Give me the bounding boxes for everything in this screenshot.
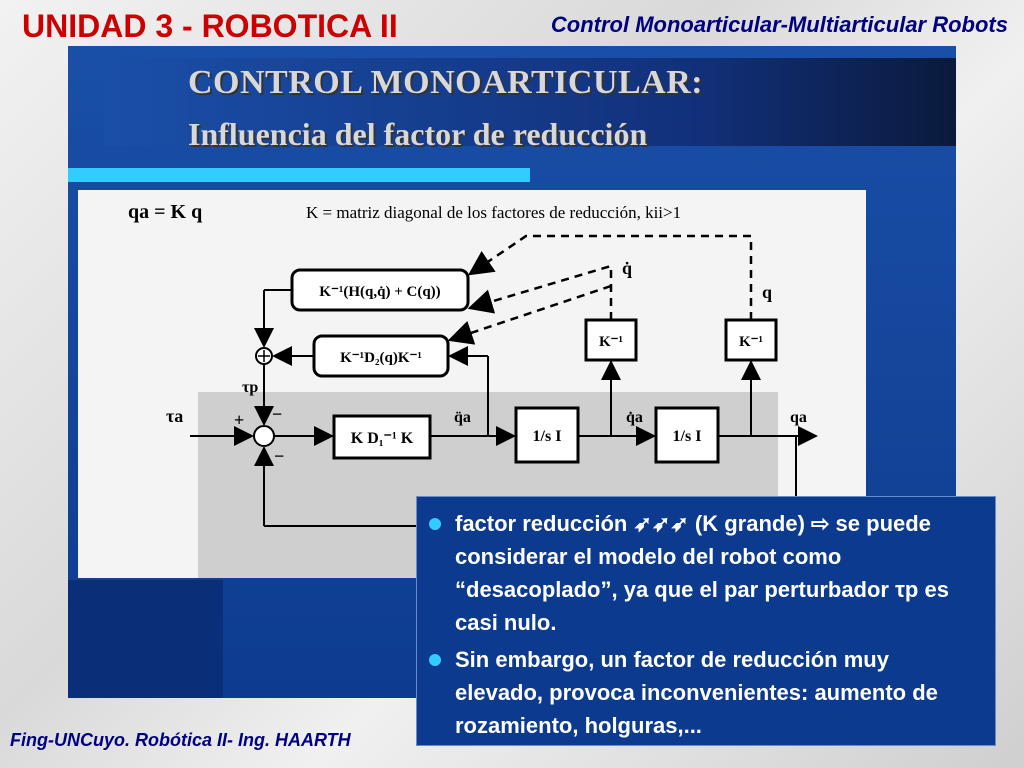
- label-tau-p: τp: [242, 379, 259, 396]
- label-qd-a: q̇a: [626, 409, 643, 426]
- block-integrator-2-label: 1/s I: [672, 428, 702, 445]
- block-kinv-position-label: K⁻¹: [738, 334, 764, 350]
- label-tau-a: τa: [166, 406, 184, 426]
- footer-credit: Fing-UNCuyo. Robótica II- Ing. HAARTH: [10, 730, 351, 750]
- sign-minus-top: −: [272, 404, 283, 424]
- label-qdd-a: q̈a: [454, 409, 471, 426]
- slide-subtitle: Influencia del factor de reducción: [188, 116, 648, 152]
- sign-plus-left: +: [234, 410, 245, 430]
- unit-title: UNIDAD 3 - ROBOTICA II: [22, 8, 398, 44]
- block-kd1k-label: K D₁⁻¹ K: [350, 430, 414, 447]
- bullet-icon: [429, 518, 441, 530]
- dark-panel: [68, 580, 223, 698]
- block-hc-label: K⁻¹(H(q,q̇) + C(q)): [319, 284, 441, 300]
- equation-k-definition: K = matriz diagonal de los factores de reducción, kii>1: [306, 203, 682, 222]
- block-integrator-1-label: 1/s I: [532, 428, 562, 445]
- sign-minus-bottom: −: [274, 446, 285, 466]
- list-item: [429, 507, 983, 639]
- bullet-text: Sin embargo, un factor de reducción muy elevado, provoca inconvenientes: aumento de rozamiento, holguras,...: [455, 647, 938, 738]
- accent-bar: [68, 168, 530, 182]
- topic-title: Control Monoarticular-Multiarticular Robots: [550, 12, 1008, 37]
- label-q-a: qa: [790, 409, 807, 426]
- label-qd: q̇: [622, 258, 633, 278]
- slide-title: CONTROL MONOARTICULAR:: [188, 64, 704, 101]
- bullet-text: factor reducción ➶➶➶ (K grande) ⇨ se puede considerar el modelo del robot como “desacoplado”, ya que el par perturbador τp es casi nulo.: [455, 511, 949, 635]
- block-kinv-velocity-label: K⁻¹: [598, 334, 624, 350]
- equation-qa: qa = K q: [128, 201, 203, 223]
- notes-box: [416, 496, 996, 746]
- summing-junction-main: [254, 426, 274, 446]
- label-q: q: [762, 282, 773, 302]
- list-item: [429, 643, 983, 742]
- bullet-icon: [429, 654, 441, 666]
- block-d2-label: K⁻¹D₂(q)K⁻¹: [340, 350, 422, 366]
